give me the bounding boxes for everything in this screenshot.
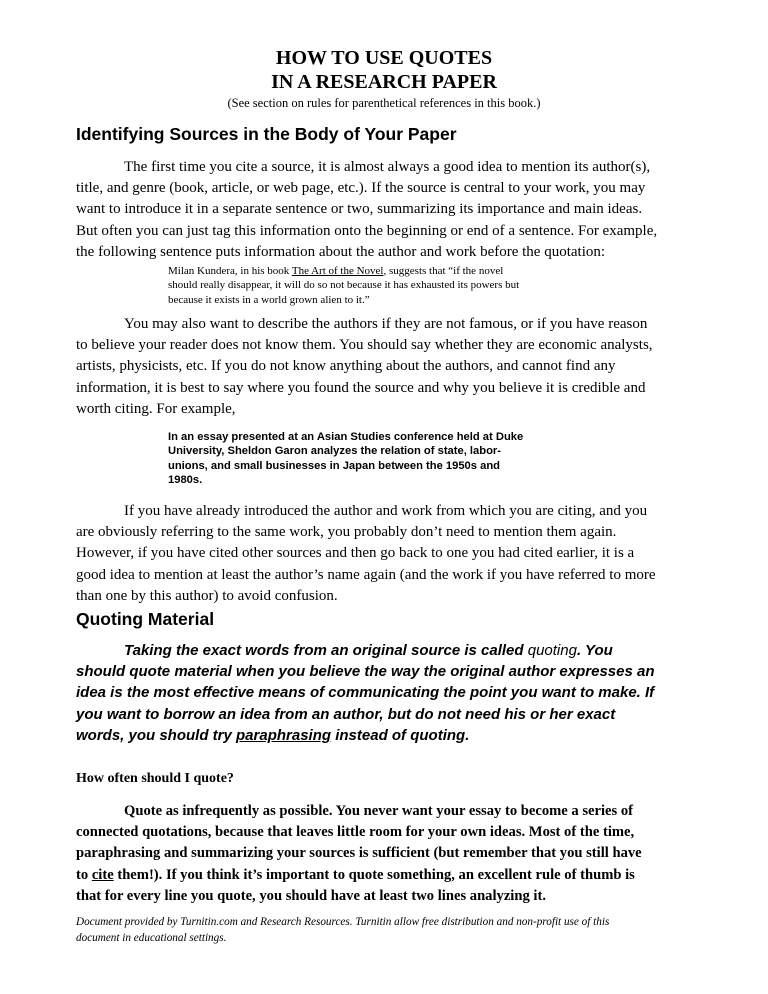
- paragraph-quoting-definition: [76, 640, 654, 746]
- section-heading-identifying-sources: Identifying Sources in the Body of Your Paper: [76, 124, 457, 144]
- text-span: to: [76, 866, 92, 883]
- example-quote-garon: [168, 430, 523, 488]
- text-line: [76, 725, 654, 746]
- text-line: worth citing. For example,: [76, 400, 236, 417]
- text-line: However, if you have cited other sources and then go back to one you had cited earlier, it is a: [76, 545, 635, 562]
- text-line: should really disappear, it will do so not because it has exhausted its powers but: [168, 279, 520, 292]
- text-span: Taking the exact words from an original source is called: [124, 642, 528, 659]
- text-line: paraphrasing and summarizing your sources is sufficient (but remember that you still have: [76, 845, 642, 862]
- text-line: idea is the most effective means of communicating the point you want to make. If: [76, 684, 655, 702]
- paragraph-repeat-references: [76, 501, 696, 607]
- text-line: are obviously referring to the same work, you probably don’t need to mention them again.: [76, 524, 617, 541]
- text-line: than one by this author) to avoid confusion.: [76, 587, 338, 604]
- text-line: 1980s.: [168, 474, 203, 487]
- paragraph-quote-frequency: [76, 801, 642, 907]
- document-title-line-2: IN A RESEARCH PAPER: [271, 71, 497, 93]
- text-line: University, Sheldon Garon analyzes the relation of state, labor-: [168, 445, 502, 458]
- subheading-how-often: How often should I quote?: [76, 771, 234, 786]
- text-line: document in educational settings.: [76, 932, 227, 944]
- text-line: the following sentence puts information about the author and work before the quotation:: [76, 243, 606, 260]
- text-line: should quote material when you believe the way the original author expresses an: [76, 663, 655, 681]
- text-line: that for every line you quote, you should have at least two lines analyzing it.: [76, 887, 546, 904]
- text-span: Milan Kundera, in his book: [168, 265, 292, 277]
- text-line: artists, physicists, etc. If you do not know anything about the authors, and cannot find any: [76, 358, 616, 375]
- text-line: because it exists in a world grown alien to it.”: [168, 293, 370, 306]
- text-line: you want to borrow an idea from an author, but do not need his or her exact: [76, 705, 616, 723]
- text-line: [76, 640, 654, 661]
- text-line: But often you can just tag this information onto the beginning or end of a sentence. For example,: [76, 222, 658, 239]
- text-line: to believe your reader does not know them. You should say whether they are economic analysts,: [76, 337, 653, 354]
- text-line: [168, 264, 519, 278]
- text-line: information, it is best to say where you found the source and why you believe it is credible and: [76, 379, 646, 396]
- document-subtitle: (See section on rules for parenthetical references in this book.): [227, 96, 541, 110]
- text-line: good idea to mention at least the author’s name again (and the work if you have referred to more: [76, 566, 656, 583]
- text-span: . You: [576, 642, 613, 659]
- text-line: title, and genre (book, article, or web page, etc.). If the source is central to your work, you may: [76, 180, 646, 197]
- book-title: The Art of the Novel: [291, 265, 384, 277]
- text-span: instead of quoting.: [331, 726, 470, 744]
- text-line: Quote as infrequently as possible. You never want your essay to become a series of: [124, 803, 634, 819]
- text-span: them!). If you think it’s important to quote something, an excellent rule of thumb is: [113, 866, 635, 883]
- term-quoting: quoting: [527, 642, 577, 659]
- document-title-line-1: HOW TO USE QUOTES: [275, 47, 493, 69]
- text-line: In an essay presented at an Asian Studies conference held at Duke: [168, 431, 524, 443]
- text-line: want to introduce it in a separate sentence or two, summarizing its importance and main ideas.: [76, 201, 643, 218]
- text-line: The first time you cite a source, it is almost always a good idea to mention its author(s),: [124, 159, 651, 175]
- text-line: unions, and small businesses in Japan between the 1950s and: [168, 459, 501, 472]
- term-cite: cite: [91, 866, 114, 883]
- text-line: If you have already introduced the author and work from which you are citing, and you: [124, 503, 648, 519]
- text-line: Document provided by Turnitin.com and Research Resources. Turnitin allow free distribution and non-profit use of this: [76, 916, 610, 928]
- text-span: words, you should try: [76, 726, 237, 744]
- text-line: [76, 865, 642, 886]
- paragraph-first-citation: [76, 157, 696, 263]
- section-heading-quoting-material: Quoting Material: [76, 609, 215, 629]
- text-span: , suggests that “if the novel: [383, 265, 504, 277]
- footer-note: [76, 914, 609, 946]
- term-paraphrasing: paraphrasing: [236, 726, 332, 744]
- paragraph-describe-authors: [76, 314, 696, 420]
- text-line: connected quotations, because that leaves little room for your own ideas. Most of the time,: [76, 824, 635, 841]
- example-quote-kundera: [168, 264, 519, 307]
- text-line: You may also want to describe the authors if they are not famous, or if you have reason: [124, 316, 648, 332]
